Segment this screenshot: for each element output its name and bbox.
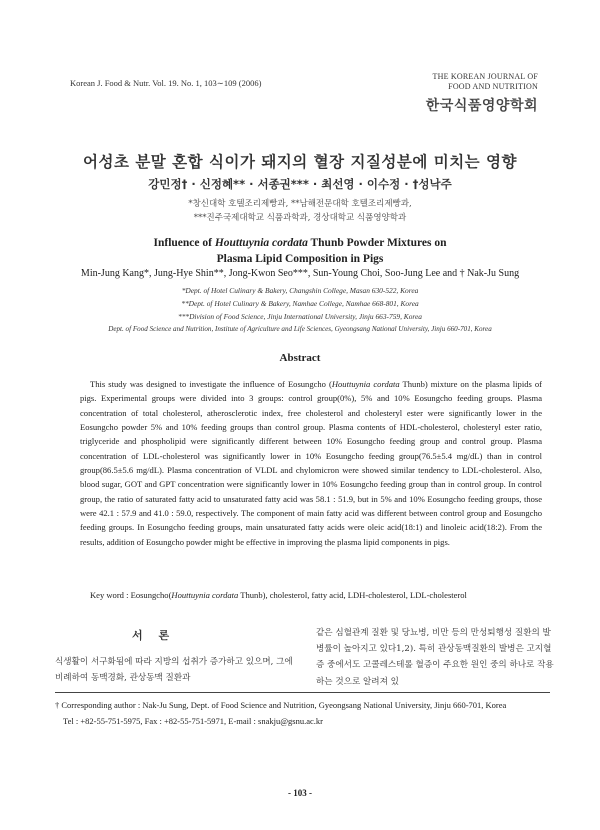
keywords-species: Houttuynia cordata xyxy=(171,590,239,600)
affiliation-korean-1: *창신대학 호텔조리제빵과, **남해전문대학 호텔조리제빵과, xyxy=(188,199,412,209)
keywords-label: Key word : xyxy=(90,590,131,600)
abstract-body xyxy=(80,377,542,549)
intro-left-column: 식생활이 서구화됨에 따라 지방의 섭취가 증가하고 있으며, 그에 비례하여 동맥경화, 관상동맥 질환과 xyxy=(55,657,293,683)
brand-en-line2: FOOD AND NUTRITION xyxy=(448,82,538,91)
title-english-line1 xyxy=(0,235,600,252)
brand-en-line1: THE KOREAN JOURNAL OF xyxy=(432,72,538,81)
title-english-pre: Influence of xyxy=(153,237,215,249)
footnote-divider xyxy=(55,692,550,693)
authors-english: Min-Jung Kang*, Jung-Hye Shin**, Jong-Kwon Seo***, Sun-Young Choi, Soo-Jung Lee and † Nak-Ju Sung xyxy=(80,268,520,279)
affiliation-english-4: Dept. of Food Science and Nutrition, Institute of Agriculture and Life Sciences, Gyeongsang National University, Jinju 660-701, Korea xyxy=(108,325,492,333)
page-number: - 103 - xyxy=(288,788,312,798)
authors-korean: 강민정† · 신정혜** · 서종권*** · 최선영 · 이수정 · †성낙주 xyxy=(148,177,452,191)
affiliation-english-3: ***Division of Food Science, Jinju International University, Jinju 663-759, Korea xyxy=(178,312,422,321)
footnote-corresponding: † Corresponding author : Nak-Ju Sung, Dept. of Food Science and Nutrition, Gyeongsang National University, Jinju 660-701, Korea xyxy=(55,700,507,710)
intro-right-column: 같은 심혈관계 질환 및 당뇨병, 비만 등의 만성퇴행성 질환의 발병률이 높아지고 있다1,2). 특히 관상동맥질환의 발병은 고지혈증 중에서도 고콜레스테롤 혈증이 주요한 원인 중의 하나로 작용하는 것으로 알려져 있 xyxy=(316,628,554,687)
journal-brand xyxy=(426,72,538,115)
title-english-species: Houttuynia cordata xyxy=(214,237,308,249)
abstract-heading: Abstract xyxy=(279,352,321,364)
title-english-post: Thunb Powder Mixtures on xyxy=(307,237,447,249)
keywords-pre: Eosungcho( xyxy=(130,590,172,600)
section-heading-introduction: 서 론 xyxy=(132,629,176,642)
keywords-post: Thunb), cholesterol, fatty acid, LDH-cholesterol, LDL-cholesterol xyxy=(238,590,467,600)
brand-ko: 한국식품영양학회 xyxy=(425,98,538,114)
affiliation-english-1: *Dept. of Hotel Culinary & Bakery, Changshin College, Masan 630-522, Korea xyxy=(181,286,419,295)
abstract-text-2: Thunb) mixture on the plasma lipids of pigs. Experimental groups were divided into 3 groups: control group(0%), 5% and 10% Eosungcho feeding groups. Plasma concentration of total cholesterol, atherosclerotic index, free cholesterol and cholesteryl ester were significantly lower in the Eosungcho powder 5% and 10% feeding groups than control group. Plasma contents of HDL-cholesterol, cholesteryl ester ratio, triglyceride and phospholipid were significantly different between 10% Eosungcho feeding group and control group. Plasma concentration of LDL-cholesterol was significantly lower in 10% Eosungcho feeding group(76.5±5.4 mg/dL) than in control group(86.5±5.6 mg/dL). Plasma concentration of VLDL and chylomicron were showed similar tendency to LDL-cholesterol. Also, blood sugar, GOT and GPT concentration were significantly lower in 10% Eosungcho feeding group than in control group. In control group, the ratio of saturated fatty acid to unsaturated fatty acid was 58.1 : 51.9, but in 5% and 10% Eosungcho feeding groups, those were 42.1 : 57.9 and 41.0 : 59.0, respectively. The component of main fatty acid was different between control group and Eosungcho feeding groups. In Eosungcho feeding groups, main unsaturated fatty acids were oleic acid(18:1) and linoleic acid(18:2). From the results, addition of Eosungcho powder might be effective in improving the plasma lipid components in pigs. xyxy=(80,379,542,547)
abstract-species: Houttuynia cordata xyxy=(331,379,400,389)
title-korean: 어성초 분말 혼합 식이가 돼지의 혈장 지질성분에 미치는 영향 xyxy=(83,153,517,171)
footnote xyxy=(55,697,555,729)
footnote-contact: Tel : +82-55-751-5975, Fax : +82-55-751-5971, E-mail : snakju@gsnu.ac.kr xyxy=(63,716,323,726)
abstract-text-1: This study was designed to investigate the influence of Eosungcho ( xyxy=(90,379,332,389)
keywords xyxy=(90,588,550,602)
journal-citation: Korean J. Food & Nutr. Vol. 19. No. 1, 103∼109 (2006) xyxy=(70,78,262,88)
affiliation-korean-2: ***진주국제대학교 식품과학과, 경상대학교 식품영양학과 xyxy=(193,213,407,223)
title-english-line2: Plasma Lipid Composition in Pigs xyxy=(216,253,384,265)
affiliation-english-2: **Dept. of Hotel Culinary & Bakery, Namhae College, Namhae 668-801, Korea xyxy=(181,299,419,308)
